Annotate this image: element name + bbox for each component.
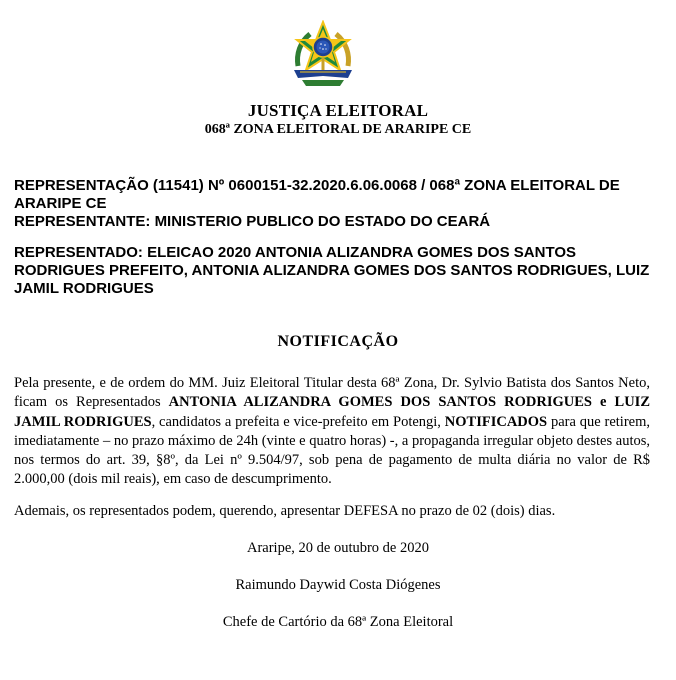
notice-notified: NOTIFICADOS xyxy=(444,413,548,430)
notice-text-c: para que retirem, imediatamente – no prazo máximo de 24h (vinte e quatro horas) -, a propaganda irregular objeto destes autos, nos termos do art. 39, §8º, da Lei nº 9.504/97, sob pena de pagamento de multa diária no valor de R$ 2.000,00 (dois mil reais), em caso de descumprimento. xyxy=(14,413,650,488)
notice-text-b: , candidatos a prefeita e vice-prefeito em Potengi, xyxy=(151,413,445,430)
brasao-republica-emblem-icon xyxy=(288,20,358,88)
notice-title: NOTIFICAÇÃO xyxy=(277,333,399,350)
case-block xyxy=(14,177,654,231)
notice-paragraph-2: Ademais, os representados podem, querendo, apresentar DEFESA no prazo de 02 (dois) dias. xyxy=(14,503,556,519)
electoral-zone: 068ª ZONA ELEITORAL DE ARARIPE CE xyxy=(204,122,472,137)
notice-date: Araripe, 20 de outubro de 2020 xyxy=(246,540,429,556)
court-name: JUSTIÇA ELEITORAL xyxy=(247,101,429,120)
case-representacao: REPRESENTAÇÃO (11541) Nº 0600151-32.2020.6.06.0068 / 068ª ZONA ELEITORAL DE ARARIPE CE xyxy=(14,177,620,212)
case-representado: REPRESENTADO: ELEICAO 2020 ANTONIA ALIZANDRA GOMES DOS SANTOS RODRIGUES PREFEITO, ANTONIA ALIZANDRA GOMES DOS SANTOS RODRIGUES, LUIZ JAMIL RODRIGUES xyxy=(14,244,650,297)
case-representante: REPRESENTANTE: MINISTERIO PUBLICO DO ESTADO DO CEARÁ xyxy=(14,213,491,230)
signer-role: Chefe de Cartório da 68ª Zona Eleitoral xyxy=(222,614,454,630)
notice-represented-names: ANTONIA ALIZANDRA GOMES DOS SANTOS RODRIGUES e LUIZ JAMIL RODRIGUES xyxy=(14,394,650,430)
signer-name: Raimundo Daywid Costa Diógenes xyxy=(235,577,441,593)
notice-paragraph-1 xyxy=(14,374,650,490)
notice-text-a: Pela presente, e de ordem do MM. Juiz Eleitoral Titular desta 68ª Zona, Dr. Sylvio Batista dos Santos Neto, ficam os Representados xyxy=(14,375,650,411)
